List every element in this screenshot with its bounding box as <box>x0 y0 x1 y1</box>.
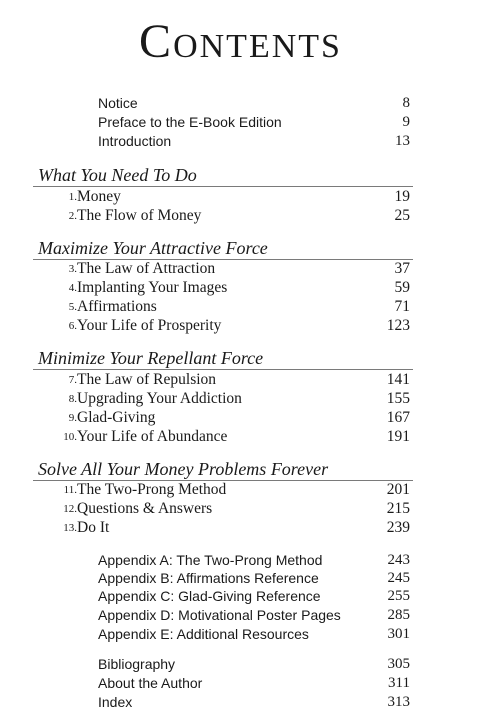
chapter-number: 13. <box>63 522 77 534</box>
chapter-entry[interactable] <box>40 206 410 226</box>
chapter-page: 71 <box>394 298 410 315</box>
toc-entry-label: About the Author <box>98 675 203 691</box>
chapter-number: 7. <box>68 374 77 386</box>
chapter-label: The Two-Prong Method <box>77 481 227 498</box>
chapter-entry[interactable] <box>40 187 410 207</box>
part-heading: What You Need To Do <box>38 165 197 185</box>
chapter-entry[interactable] <box>40 278 410 298</box>
toc-entry-page: 311 <box>388 675 410 691</box>
chapter-number: 1. <box>68 191 77 203</box>
page-title: Contents <box>139 15 342 68</box>
toc-entry[interactable] <box>98 606 410 624</box>
toc-entry-page: 305 <box>387 656 410 672</box>
chapter-page: 239 <box>386 519 410 536</box>
toc-entry[interactable] <box>98 551 410 569</box>
chapter-label: Implanting Your Images <box>77 279 228 296</box>
chapter-page: 37 <box>394 260 410 277</box>
part-heading: Maximize Your Attractive Force <box>38 238 268 258</box>
toc-entry[interactable] <box>98 655 410 673</box>
chapter-number: 9. <box>68 412 77 424</box>
toc-entry-label: Index <box>98 694 133 710</box>
chapter-label: Your Life of Prosperity <box>77 317 222 334</box>
toc-entry-label: Appendix E: Additional Resources <box>98 626 309 642</box>
toc-entry-label: Preface to the E-Book Edition <box>98 114 282 130</box>
toc-entry-label: Bibliography <box>98 656 176 672</box>
chapter-label: Upgrading Your Addiction <box>77 390 242 407</box>
toc-entry-label: Appendix D: Motivational Poster Pages <box>98 607 341 623</box>
chapter-page: 141 <box>386 371 410 388</box>
chapter-number: 3. <box>68 263 77 275</box>
chapter-page: 201 <box>386 481 410 498</box>
toc-entry-page: 301 <box>387 626 410 642</box>
chapter-page: 191 <box>386 428 410 445</box>
toc-entry-page: 13 <box>395 133 410 149</box>
chapter-label: Questions & Answers <box>77 500 213 517</box>
toc-entry-page: 8 <box>402 95 410 111</box>
toc-entry-page: 243 <box>387 552 410 568</box>
toc-entry[interactable] <box>98 625 410 643</box>
chapter-entry[interactable] <box>40 316 410 336</box>
chapter-entry[interactable] <box>40 389 410 409</box>
chapter-label: The Law of Attraction <box>77 260 216 277</box>
toc-entry[interactable] <box>98 569 410 587</box>
toc-entry-label: Appendix A: The Two-Prong Method <box>98 552 323 568</box>
toc-entry[interactable] <box>98 113 410 131</box>
chapter-entry[interactable] <box>40 499 410 519</box>
toc-entry-page: 245 <box>387 570 410 586</box>
chapter-label: Your Life of Abundance <box>77 428 228 445</box>
chapter-entry[interactable] <box>40 518 410 538</box>
chapter-label: Do It <box>77 519 110 536</box>
chapter-number: 12. <box>63 503 77 515</box>
chapter-entry[interactable] <box>40 480 410 500</box>
chapter-number: 2. <box>68 210 77 222</box>
toc-entry[interactable] <box>98 674 410 692</box>
part-heading: Solve All Your Money Problems Forever <box>38 459 329 479</box>
chapter-number: 10. <box>63 431 77 443</box>
toc-entry[interactable] <box>98 693 410 711</box>
chapter-label: The Flow of Money <box>77 207 202 224</box>
chapter-entry[interactable] <box>40 408 410 428</box>
toc-entry-label: Notice <box>98 95 138 111</box>
toc-entry[interactable] <box>98 94 410 112</box>
toc-entry-label: Introduction <box>98 133 172 149</box>
toc-entry-label: Appendix B: Affirmations Reference <box>98 570 319 586</box>
chapter-number: 4. <box>68 282 77 294</box>
chapter-number: 6. <box>68 320 77 332</box>
chapter-page: 167 <box>386 409 410 426</box>
chapter-label: Affirmations <box>77 298 157 315</box>
toc-entry-page: 313 <box>387 694 410 710</box>
toc-entry-page: 255 <box>387 588 410 604</box>
chapter-number: 11. <box>63 484 77 496</box>
chapter-page: 123 <box>386 317 410 334</box>
chapter-page: 59 <box>394 279 410 296</box>
chapter-page: 215 <box>386 500 410 517</box>
toc-entry[interactable] <box>98 132 410 150</box>
chapter-label: Glad-Giving <box>77 409 156 426</box>
chapter-page: 19 <box>394 188 410 205</box>
chapter-number: 5. <box>68 301 77 313</box>
toc-entry-label: Appendix C: Glad-Giving Reference <box>98 588 321 604</box>
chapter-label: Money <box>77 188 121 205</box>
toc-entry-page: 9 <box>402 114 410 130</box>
toc-entry-page: 285 <box>387 607 410 623</box>
chapter-label: The Law of Repulsion <box>77 371 217 388</box>
chapter-entry[interactable] <box>40 297 410 317</box>
chapter-number: 8. <box>68 393 77 405</box>
chapter-entry[interactable] <box>40 259 410 279</box>
chapter-entry[interactable] <box>40 427 410 447</box>
part-heading: Minimize Your Repellant Force <box>38 348 264 368</box>
chapter-page: 155 <box>386 390 410 407</box>
chapter-entry[interactable] <box>40 370 410 390</box>
chapter-page: 25 <box>394 207 410 224</box>
toc-entry[interactable] <box>98 587 410 605</box>
